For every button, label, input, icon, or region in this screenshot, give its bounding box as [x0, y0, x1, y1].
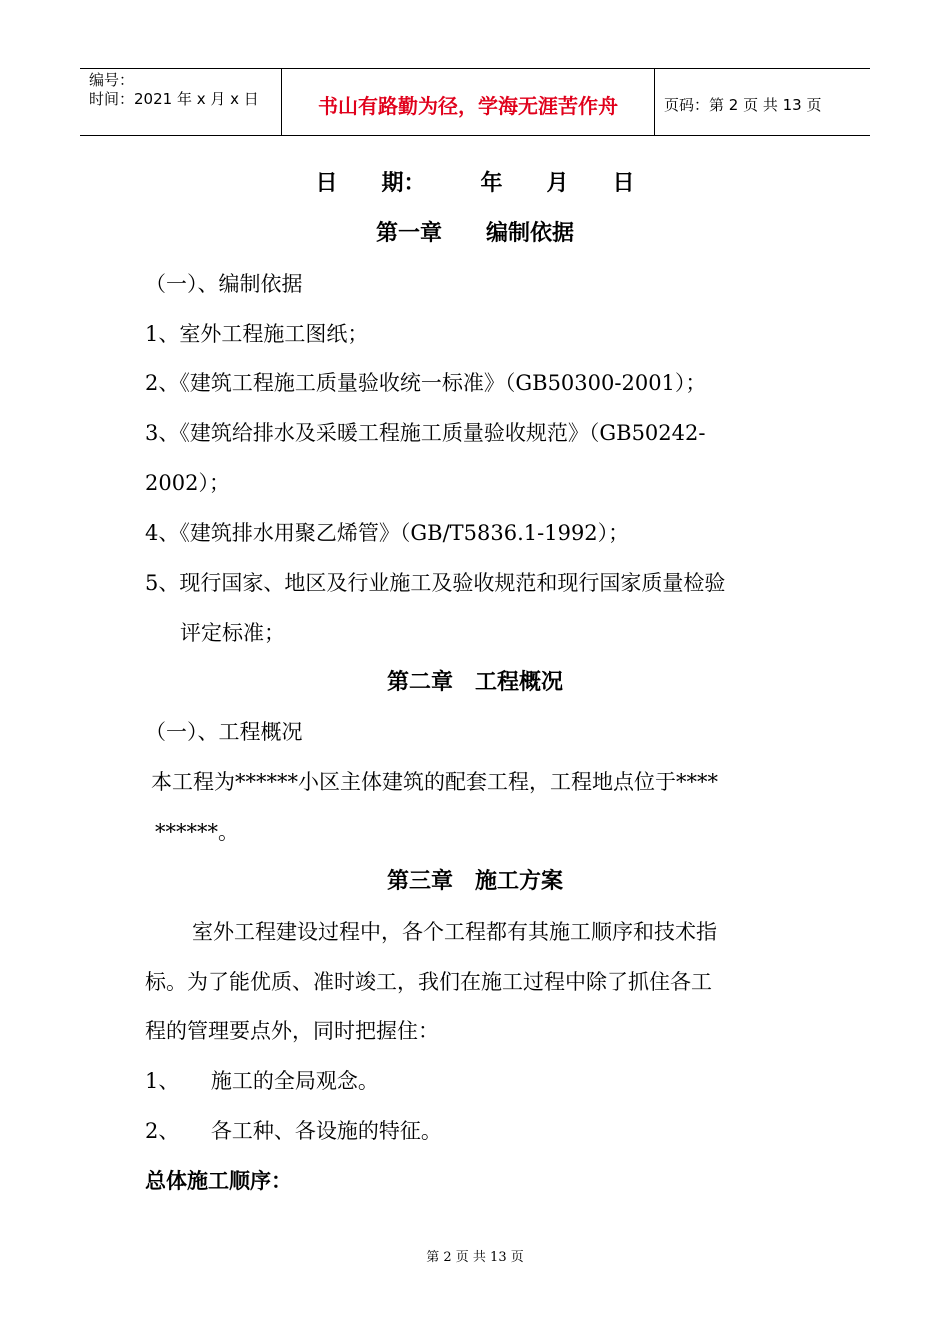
- time-label: 时间：2021 年 x 月 x 日: [89, 90, 259, 108]
- list-item: 1、室外工程施工图纸；: [145, 322, 369, 346]
- list-item: 2、《建筑工程施工质量验收统一标准》（GB50300-2001）；: [145, 371, 707, 395]
- number-label: 编号：: [89, 71, 135, 89]
- section-1-heading: （一）、编制依据: [145, 272, 303, 296]
- page-header: [80, 68, 870, 136]
- list-item: 5、现行国家、地区及行业施工及验收规范和现行国家质量检验: [145, 571, 726, 595]
- sequence-subheading: 总体施工顺序：: [145, 1169, 292, 1193]
- header-motto: 书山有路勤为径，学海无涯苦作舟: [282, 69, 655, 135]
- list-item-continued: 2002）；: [145, 471, 230, 495]
- chapter-3-title: 第三章 施工方案: [386, 869, 563, 894]
- date-line: 日 期： 年 月 日: [315, 171, 635, 196]
- plan-paragraph-line: 标。为了能优质、准时竣工，我们在施工过程中除了抓住各工: [145, 970, 712, 994]
- list-item: 1、 施工的全局观念。: [145, 1069, 379, 1093]
- list-item: 3、《建筑给排水及采暖工程施工质量验收规范》（GB50242-: [145, 421, 706, 445]
- list-item: 4、《建筑排水用聚乙烯管》（GB/T5836.1-1992）；: [145, 521, 630, 545]
- overview-text-continued: ******。: [155, 820, 239, 844]
- plan-paragraph-line: 程的管理要点外，同时把握住：: [145, 1019, 439, 1043]
- chapter-1-title: 第一章 编制依据: [375, 221, 574, 246]
- list-item-continued: 评定标准；: [180, 621, 285, 645]
- chapter-2-title: 第二章 工程概况: [386, 670, 563, 695]
- page-footer: 第 2 页 共 13 页: [426, 1250, 524, 1265]
- list-item: 2、 各工种、各设施的特征。: [145, 1119, 442, 1143]
- section-2-heading: （一）、工程概况: [145, 720, 303, 744]
- overview-text: 本工程为******小区主体建筑的配套工程，工程地点位于****: [151, 770, 718, 794]
- plan-paragraph-line: 室外工程建设过程中，各个工程都有其施工顺序和技术指: [192, 920, 717, 944]
- header-meta: [80, 69, 282, 135]
- header-page-info: 页码：第 2 页 共 13 页: [664, 95, 822, 114]
